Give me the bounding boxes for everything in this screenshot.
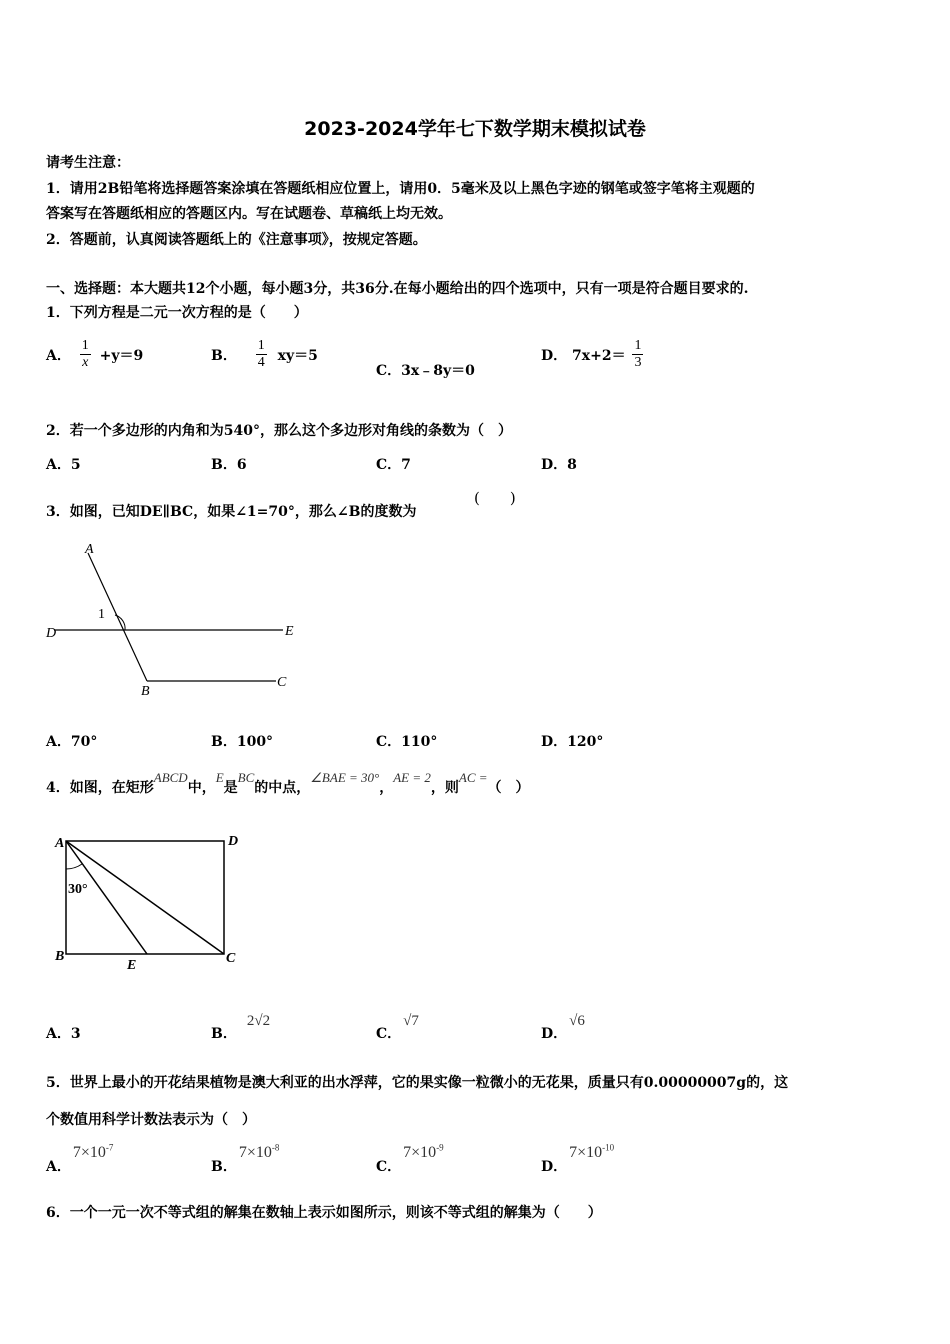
question-4-option-d[interactable] <box>541 1010 585 1042</box>
question-6-stem: 6．一个一元一次不等式组的解集在数轴上表示如图所示，则该不等式组的解集为（ ） <box>46 1205 602 1221</box>
notice-line-3: 2．答题前，认真阅读答题纸上的《注意事项》，按规定答题。 <box>46 232 427 248</box>
question-2-option-b[interactable]: B．6 <box>211 457 247 473</box>
line-AB <box>88 553 147 681</box>
label-E: E <box>285 624 294 639</box>
angle-30-arc <box>66 864 82 869</box>
question-3-option-b[interactable]: B．100° <box>211 734 274 750</box>
section-heading: 一、选择题：本大题共12个小题，每小题3分，共36分.在每小题给出的四个选项中，只有一项是符合题目要求的. <box>46 281 749 297</box>
question-4-figure <box>45 825 255 975</box>
option-label: B． <box>211 347 237 364</box>
label-C: C <box>277 675 287 690</box>
question-1-stem: 1．下列方程是二元一次方程的是（ ） <box>46 305 308 321</box>
question-3-option-d[interactable]: D．120° <box>541 734 604 750</box>
line-AE <box>66 841 147 954</box>
option-label: A． <box>46 1159 71 1175</box>
label-1: 1 <box>98 607 105 622</box>
option-text: 7x+2＝ <box>572 347 626 364</box>
option-label: C． <box>376 363 402 379</box>
option-label: C． <box>376 1159 402 1175</box>
question-1-option-a[interactable] <box>46 338 143 371</box>
label-D: D <box>228 834 239 849</box>
label-A: A <box>55 836 65 851</box>
question-3-stem: 3．如图，已知DE∥BC，如果∠1=70°，那么∠B的度数为 <box>46 504 417 520</box>
fraction: $\frac{1}{x}$ <box>81 338 89 370</box>
label-A: A <box>85 542 94 557</box>
question-5-line-2: 个数值用科学计数法表示为（ ） <box>46 1112 256 1128</box>
notice-heading: 请考生注意： <box>46 155 130 171</box>
question-3-figure <box>40 535 310 705</box>
question-4-option-a[interactable] <box>46 1023 81 1043</box>
option-label: B． <box>211 1026 237 1042</box>
option-label: D． <box>541 1159 568 1175</box>
question-3-paren: ( ) <box>474 489 516 507</box>
question-3-option-c[interactable]: C．110° <box>376 734 438 750</box>
question-1-option-b[interactable] <box>211 338 318 371</box>
option-text: 3x﹣8y＝0 <box>401 363 475 379</box>
option-label: A． <box>46 1026 71 1042</box>
question-1-option-d[interactable] <box>541 338 643 371</box>
question-5-option-d[interactable]: D．$7\times 10^{-10}$ <box>541 1142 615 1175</box>
option-text: √7 <box>403 1013 419 1029</box>
label-B: B <box>55 949 65 964</box>
question-4-option-c[interactable] <box>376 1010 419 1042</box>
option-label: C． <box>376 1026 402 1042</box>
option-text: xy＝5 <box>277 347 318 364</box>
label-angle: 30° <box>68 882 88 897</box>
fraction: $\frac{1}{3}$ <box>634 338 642 370</box>
question-1-option-c[interactable] <box>376 360 475 380</box>
label-B: B <box>141 684 150 699</box>
question-5-option-a[interactable]: A．$7\times 10^{-7}$ <box>46 1142 114 1175</box>
label-C: C <box>226 951 236 966</box>
question-5-option-c[interactable]: C．$7\times 10^{-9}$ <box>376 1142 444 1175</box>
option-text: +y＝9 <box>99 347 144 364</box>
question-5-option-b[interactable]: B．$7\times 10^{-8}$ <box>211 1142 280 1175</box>
question-2-stem: 2．若一个多边形的内角和为540°，那么这个多边形对角线的条数为（ ） <box>46 423 512 439</box>
line-AC <box>66 841 224 954</box>
option-label: D． <box>541 347 568 364</box>
question-2-option-d[interactable]: D．8 <box>541 457 577 473</box>
label-D: D <box>46 626 57 641</box>
question-2-option-c[interactable]: C．7 <box>376 457 411 473</box>
question-5-line-1: 5．世界上最小的开花结果植物是澳大利亚的出水浮萍，它的果实像一粒微小的无花果，质量只有0.00000007g的，这 <box>46 1075 789 1091</box>
label-E: E <box>127 958 137 973</box>
option-label: B． <box>211 1159 237 1175</box>
option-text: 3 <box>70 1026 81 1042</box>
option-label: D． <box>541 1026 568 1042</box>
page-title: 2023-2024学年七下数学期末模拟试卷 <box>304 118 646 140</box>
question-4-option-b[interactable] <box>211 1010 271 1042</box>
option-text: √6 <box>569 1013 585 1029</box>
question-2-option-a[interactable]: A．5 <box>46 457 81 473</box>
fraction: $\frac{1}{4}$ <box>257 338 265 370</box>
option-text: 2√2 <box>246 1013 271 1029</box>
option-label: A． <box>46 347 71 364</box>
question-3-option-a[interactable]: A．70° <box>46 734 98 750</box>
question-4-stem: 4．如图，在矩形ABCD中，E是BC的中点，∠BAE = 30°，AE = 2，则AC =（ ） <box>46 770 530 796</box>
notice-line-2: 答案写在答题纸相应的答题区内。写在试题卷、草稿纸上均无效。 <box>46 206 452 222</box>
notice-line-1: 1．请用2B铅笔将选择题答案涂填在答题纸相应位置上，请用0．5毫米及以上黑色字迹的钢笔或签字笔将主观题的 <box>46 181 755 197</box>
